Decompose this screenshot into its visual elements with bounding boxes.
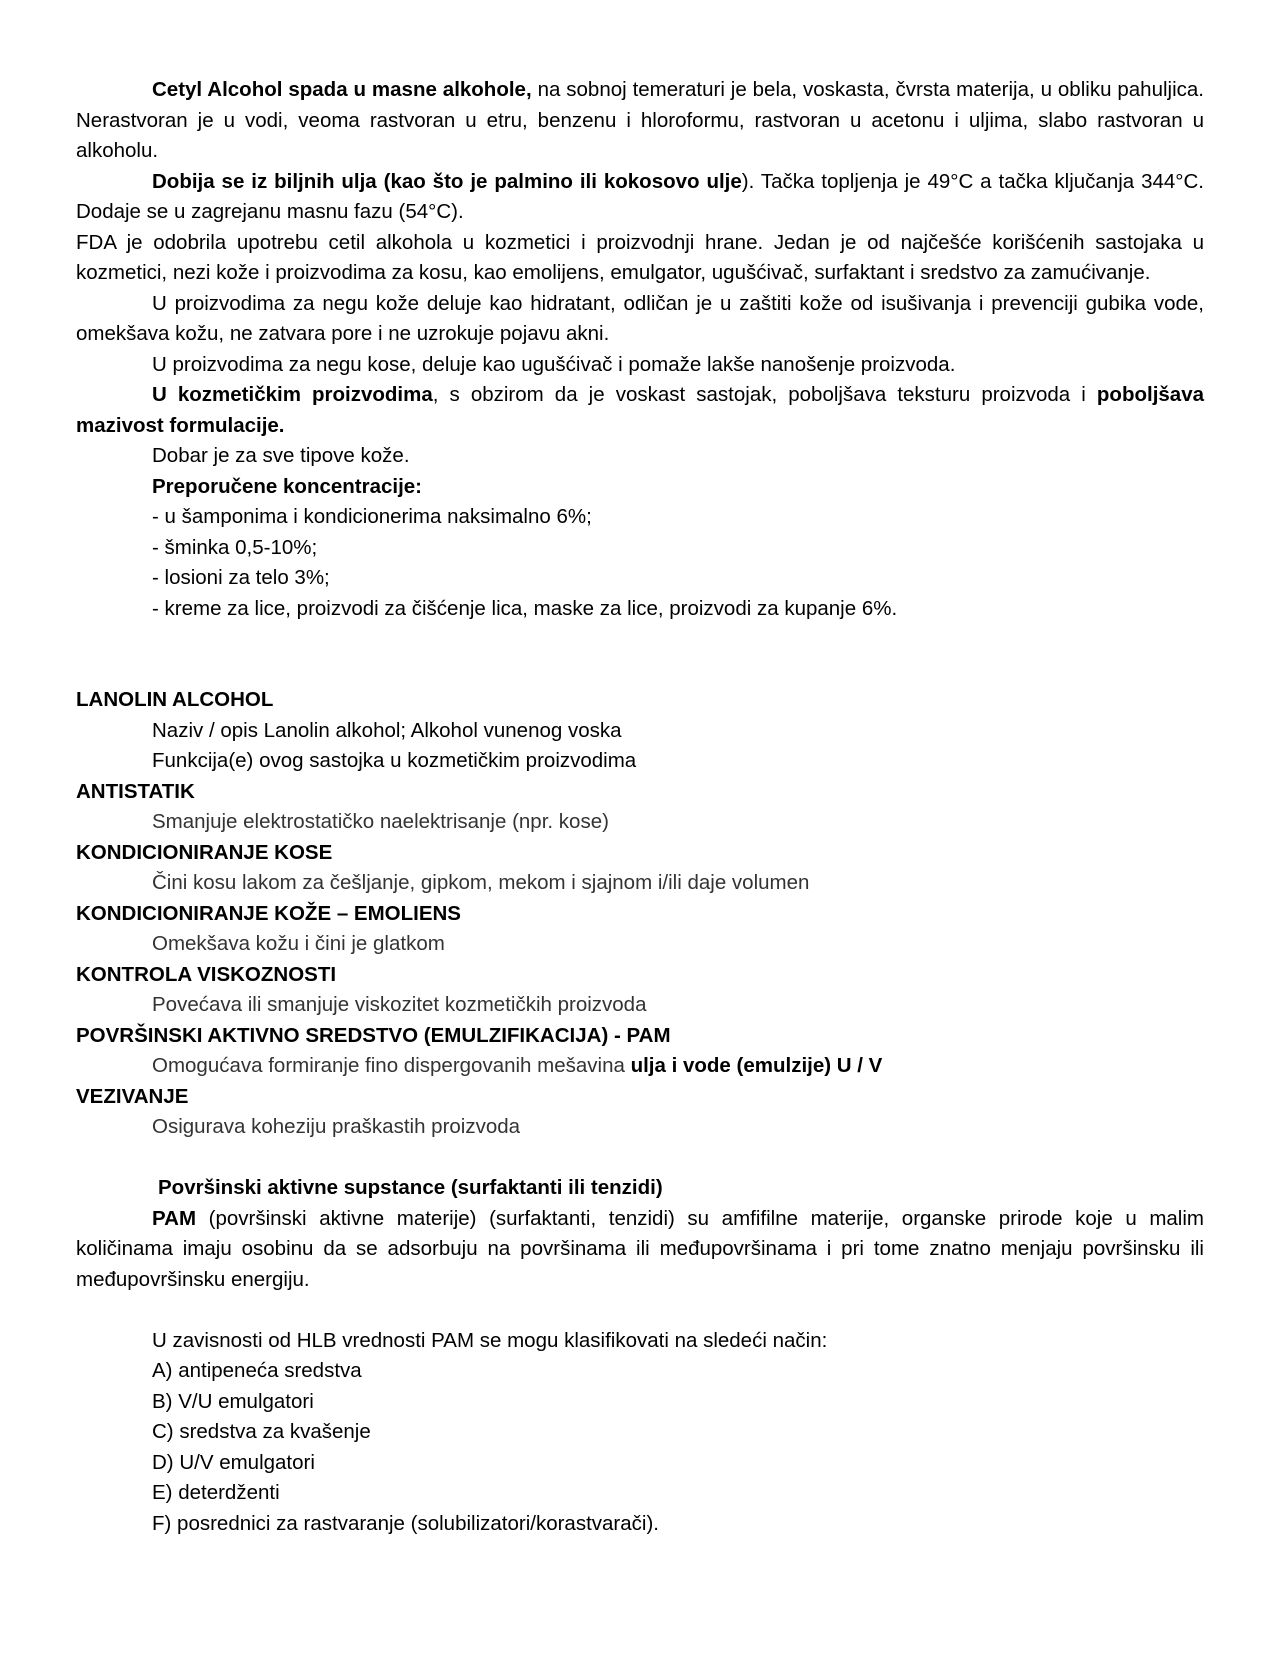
function-description-vezivanje: Osigurava koheziju praškastih proizvoda bbox=[152, 1115, 521, 1138]
cetyl-p1-bold: Cetyl Alcohol spada u masne alkohole, bbox=[152, 78, 532, 101]
function-description-pam: Omogućava formiranje fino dispergovanih mešavina ulja i vode (emulzije) U / V bbox=[152, 1054, 883, 1077]
hlb-item: C) sredstva za kvašenje bbox=[152, 1420, 371, 1443]
spacer bbox=[76, 1295, 1204, 1326]
concentration-item: - u šamponima i kondicionerima naksimalno 6%; bbox=[152, 505, 592, 528]
cetyl-p1-text: na sobnoj temeraturi je bela, voskasta, čvrsta materija, u obliku pahuljica. Nerastvoran je u vodi, veoma rastvoran u etru, benzenu i hloroformu, rastvoran u acetonu i uljima, slabo rastvoran u alkoholu. bbox=[76, 78, 1204, 162]
cetyl-p2-bold: Dobija se iz biljnih ulja (kao što je palmino ili kokosovo ulje bbox=[152, 169, 742, 193]
function-title: ANTISTATIK bbox=[76, 779, 195, 803]
cetyl-paragraph-1 bbox=[76, 75, 1204, 167]
function-title-vezivanje: VEZIVANJE bbox=[76, 1084, 189, 1108]
cetyl-paragraph-3: FDA je odobrila upotrebu cetil alkohola u kozmetici i proizvodnji hrane. Jedan je od najčešće korišćenih sastojaka u kozmetici, nezi kože i proizvodima za kosu, kao emolijens, emulgator, ugušćivač, surfaktant i sredstvo za zamućivanje. bbox=[76, 230, 1204, 284]
surfactants-paragraph: PAM (površinski aktivne materije) (surfaktanti, tenzidi) su amfifilne materije, organske prirode koje u malim količinama imaju osobinu da se adsorbuju na površinama ili međupovršinama i pri tome znatno menjaju površinsku ili međupovršinsku energiju. bbox=[76, 1206, 1204, 1291]
cetyl-p6-bold-2: poboljšava mazivost formulacije. bbox=[76, 383, 1204, 437]
concentrations-heading: Preporučene koncentracije: bbox=[152, 474, 423, 498]
cetyl-p6-text: , s obzirom da je voskast sastojak, poboljšava teksturu proizvoda i bbox=[432, 383, 1097, 406]
function-description: Povećava ili smanjuje viskozitet kozmetičkih proizvoda bbox=[152, 993, 647, 1016]
function-title: KONDICIONIRANJE KOŽE – EMOLIENS bbox=[76, 901, 461, 925]
function-description: Čini kosu lakom za češljanje, gipkom, mekom i sjajnom i/ili daje volumen bbox=[152, 871, 810, 894]
hlb-intro: U zavisnosti od HLB vrednosti PAM se mogu klasifikovati na sledeći način: bbox=[152, 1328, 828, 1352]
lanolin-heading: LANOLIN ALCOHOL bbox=[76, 688, 274, 711]
cetyl-p6-bold: U kozmetičkim proizvodima bbox=[152, 383, 433, 406]
hlb-item: B) V/U emulgatori bbox=[152, 1389, 314, 1413]
function-title: KONTROLA VISKOZNOSTI bbox=[76, 962, 337, 986]
function-description: Smanjuje elektrostatičko naelektrisanje (npr. kose) bbox=[152, 810, 609, 833]
function-description: Omekšava kožu i čini je glatkom bbox=[152, 932, 445, 955]
cetyl-paragraph-5: U proizvodima za negu kose, deluje kao ugušćivač i pomaže lakše nanošenje proizvoda. bbox=[152, 352, 956, 376]
function-title: KONDICIONIRANJE KOSE bbox=[76, 840, 333, 864]
cetyl-p2-text: ). Tačka topljenja je 49°C a tačka ključanja 344°C. Dodaje se u zagrejanu masnu fazu (54°C). bbox=[76, 169, 1204, 223]
surfactants-heading: Površinski aktivne supstance (surfaktanti ili tenzidi) bbox=[158, 1176, 663, 1199]
concentration-item: - kreme za lice, proizvodi za čišćenje lica, maske za lice, proizvodi za kupanje 6%. bbox=[152, 596, 898, 620]
hlb-item: D) U/V emulgatori bbox=[152, 1450, 315, 1474]
spacer bbox=[76, 624, 1204, 685]
cetyl-paragraph-7: Dobar je za sve tipove kože. bbox=[152, 444, 410, 467]
hlb-item: F) posrednici za rastvaranje (solubilizatori/korastvarači). bbox=[152, 1511, 659, 1535]
spacer bbox=[76, 1143, 1204, 1174]
cetyl-paragraph-4: U proizvodima za negu kože deluje kao hidratant, odličan je u zaštiti kože od isušivanja i prevenciji gubika vode, omekšava kožu, ne zatvara pore i ne uzrokuje pojavu akni. bbox=[76, 291, 1204, 345]
lanolin-name-line: Naziv / opis Lanolin alkohol; Alkohol vunenog voska bbox=[152, 718, 622, 742]
lanolin-function-line: Funkcija(e) ovog sastojka u kozmetičkim proizvodima bbox=[152, 749, 637, 772]
concentration-item: - losioni za telo 3%; bbox=[152, 566, 330, 589]
cetyl-paragraph-2 bbox=[76, 167, 1204, 228]
hlb-item: E) deterdženti bbox=[152, 1481, 280, 1504]
cetyl-paragraph-6 bbox=[76, 380, 1204, 441]
function-title-pam: POVRŠINSKI AKTIVNO SREDSTVO (EMULZIFIKACIJA) - PAM bbox=[76, 1023, 671, 1047]
concentration-item: - šminka 0,5-10%; bbox=[152, 535, 318, 559]
hlb-item: A) antipeneća sredstva bbox=[152, 1359, 362, 1382]
